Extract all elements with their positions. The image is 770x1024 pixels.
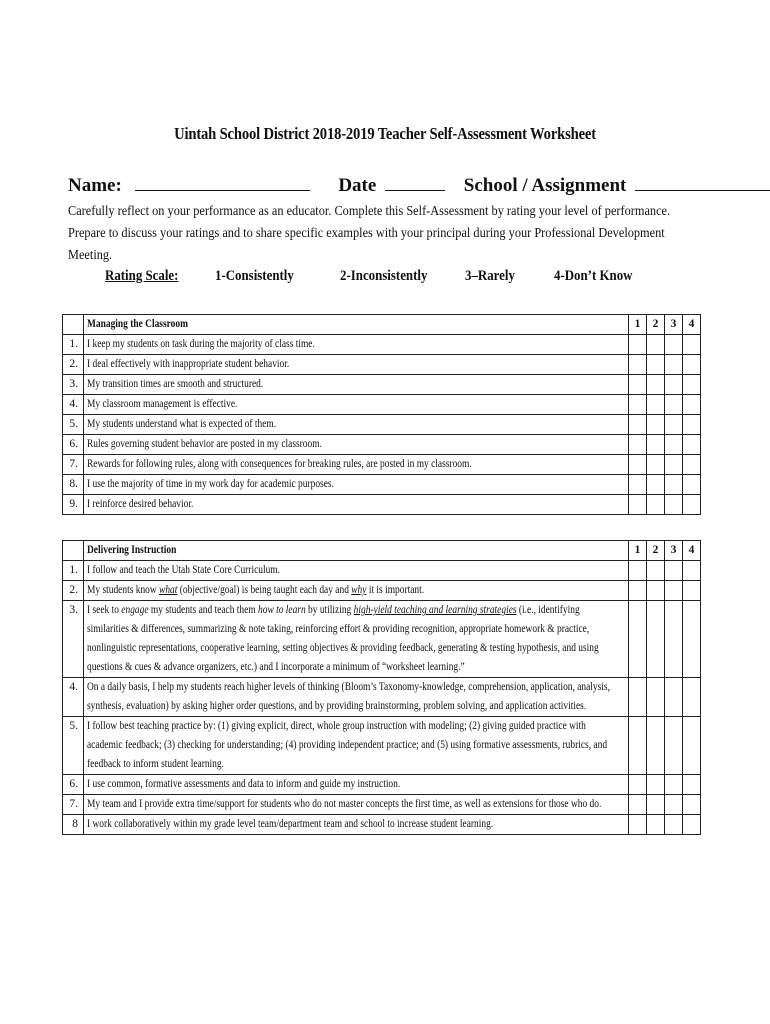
rating-cell-3[interactable] [665, 435, 683, 455]
section-heading: Managing the Classroom [84, 315, 629, 335]
item-text: I reinforce desired behavior. [84, 495, 629, 515]
row-number: 4. [63, 678, 84, 717]
table-row [63, 395, 701, 415]
rating-option-3: 3–Rarely [465, 268, 515, 284]
rating-cell-1[interactable] [629, 335, 647, 355]
table-row [63, 435, 701, 455]
rating-cell-2[interactable] [647, 495, 665, 515]
table-row [63, 717, 701, 775]
item-text: Rewards for following rules, along with consequences for breaking rules, are posted in my classroom. [84, 455, 629, 475]
name-field[interactable] [135, 172, 310, 191]
col-header-2: 2 [647, 541, 665, 561]
row-number: 8 [63, 815, 84, 835]
rating-cell-1[interactable] [629, 678, 647, 717]
rating-cell-4[interactable] [683, 495, 701, 515]
table-row [63, 375, 701, 395]
table-header-row [63, 541, 701, 561]
item-text: My students understand what is expected of them. [84, 415, 629, 435]
row-number: 5. [63, 415, 84, 435]
col-header-3: 3 [665, 541, 683, 561]
rating-cell-3[interactable] [665, 375, 683, 395]
rating-cell-3[interactable] [665, 795, 683, 815]
table-row [63, 455, 701, 475]
rating-cell-3[interactable] [665, 335, 683, 355]
rating-cell-1[interactable] [629, 415, 647, 435]
school-field[interactable] [635, 172, 770, 191]
table-row [63, 601, 701, 678]
table-header-row [63, 315, 701, 335]
table-row [63, 355, 701, 375]
rating-cell-2[interactable] [647, 415, 665, 435]
rating-cell-1[interactable] [629, 581, 647, 601]
rating-cell-3[interactable] [665, 475, 683, 495]
row-number: 6. [63, 435, 84, 455]
rating-cell-4[interactable] [683, 435, 701, 455]
row-number: 8. [63, 475, 84, 495]
rating-cell-1[interactable] [629, 435, 647, 455]
row-number: 7. [63, 795, 84, 815]
col-header-3: 3 [665, 315, 683, 335]
rating-cell-2[interactable] [647, 581, 665, 601]
instructions: Carefully reflect on your performance as an educator. Complete this Self-Assessment by rating your level of performance. Prepare to discuss your ratings and to share specific examples with your principal during your Professional Development Meeting. [68, 204, 671, 263]
col-header-2: 2 [647, 315, 665, 335]
item-text: I deal effectively with inappropriate student behavior. [84, 355, 629, 375]
table-row [63, 678, 701, 717]
rating-cell-2[interactable] [647, 717, 665, 775]
rating-cell-4[interactable] [683, 355, 701, 375]
rating-cell-1[interactable] [629, 795, 647, 815]
item-text: I work collaboratively within my grade level team/department team and school to increase student learning. [84, 815, 629, 835]
item-text: I keep my students on task during the majority of class time. [84, 335, 629, 355]
item-text: I follow best teaching practice by: (1) giving explicit, direct, whole group instruction with modeling; (2) giving guided practice with academic feedback; (3) checking for understanding; (4) providing independent practice; and (5) using formative assessments, rubrics, and feedback to inform student learning. [84, 717, 629, 775]
row-number: 7. [63, 455, 84, 475]
rating-cell-2[interactable] [647, 455, 665, 475]
row-number [63, 541, 84, 561]
rating-cell-3[interactable] [665, 717, 683, 775]
item-text: I use common, formative assessments and data to inform and guide my instruction. [84, 775, 629, 795]
item-text: On a daily basis, I help my students reach higher levels of thinking (Bloom’s Taxonomy-knowledge, comprehension, application, analysis, synthesis, evaluation) by asking higher order questions, and by providing brainstorming, problem solving, and application activities. [84, 678, 629, 717]
rating-cell-4[interactable] [683, 815, 701, 835]
rating-cell-1[interactable] [629, 375, 647, 395]
rating-cell-3[interactable] [665, 455, 683, 475]
rating-cell-3[interactable] [665, 581, 683, 601]
rating-cell-4[interactable] [683, 561, 701, 581]
rating-cell-3[interactable] [665, 815, 683, 835]
rating-cell-2[interactable] [647, 561, 665, 581]
row-number [63, 315, 84, 335]
rating-cell-2[interactable] [647, 435, 665, 455]
table-row [63, 775, 701, 795]
table-row [63, 795, 701, 815]
rating-cell-1[interactable] [629, 455, 647, 475]
row-number: 6. [63, 775, 84, 795]
item-text: I seek to engage my students and teach them how to learn by utilizing high-yield teaching and learning strategies (i.e., identifying similarities & differences, summarizing & note taking, reinforcing effort & providing recognition, appropriate homework & practice, nonlinguistic representations, cooperative learning, setting objectives & providing feedback, generating & testing hypothesis, and using questions & cues & advance organizers, etc.) and I incorporate a minimum of “worksheet learning.” [84, 601, 629, 678]
rating-cell-2[interactable] [647, 335, 665, 355]
row-number: 3. [63, 375, 84, 395]
rating-cell-1[interactable] [629, 775, 647, 795]
rating-cell-1[interactable] [629, 495, 647, 515]
table-row [63, 495, 701, 515]
item-text: My team and I provide extra time/support for students who do not master concepts the first time, as well as extensions for those who do. [84, 795, 629, 815]
rating-cell-2[interactable] [647, 795, 665, 815]
rating-cell-3[interactable] [665, 355, 683, 375]
rating-cell-1[interactable] [629, 717, 647, 775]
row-number: 1. [63, 561, 84, 581]
table-row [63, 335, 701, 355]
col-header-1: 1 [629, 541, 647, 561]
rating-cell-1[interactable] [629, 395, 647, 415]
page-title: Uintah School District 2018-2019 Teacher Self-Assessment Worksheet [174, 124, 596, 143]
item-text: My transition times are smooth and structured. [84, 375, 629, 395]
table-row [63, 475, 701, 495]
col-header-1: 1 [629, 315, 647, 335]
rating-cell-3[interactable] [665, 678, 683, 717]
col-header-4: 4 [683, 541, 701, 561]
rating-cell-3[interactable] [665, 775, 683, 795]
rating-cell-3[interactable] [665, 415, 683, 435]
managing-classroom-table [62, 314, 701, 515]
row-number: 2. [63, 355, 84, 375]
rating-option-1: 1-Consistently [215, 268, 294, 284]
section-heading: Delivering Instruction [84, 541, 629, 561]
header-fields [68, 172, 708, 197]
rating-cell-2[interactable] [647, 375, 665, 395]
rating-cell-1[interactable] [629, 355, 647, 375]
rating-cell-3[interactable] [665, 495, 683, 515]
rating-cell-1[interactable] [629, 475, 647, 495]
rating-cell-2[interactable] [647, 601, 665, 678]
rating-cell-2[interactable] [647, 678, 665, 717]
date-field[interactable] [385, 172, 445, 191]
rating-cell-4[interactable] [683, 601, 701, 678]
school-label: School / Assignment [463, 175, 627, 196]
rating-cell-2[interactable] [647, 395, 665, 415]
table-row [63, 415, 701, 435]
rating-cell-4[interactable] [683, 717, 701, 775]
row-number: 3. [63, 601, 84, 678]
rating-cell-2[interactable] [647, 355, 665, 375]
rating-cell-4[interactable] [683, 415, 701, 435]
rating-cell-4[interactable] [683, 795, 701, 815]
delivering-instruction-table [62, 540, 701, 835]
name-label: Name: [68, 175, 122, 196]
row-number: 4. [63, 395, 84, 415]
rating-cell-1[interactable] [629, 815, 647, 835]
row-number: 2. [63, 581, 84, 601]
item-text: My classroom management is effective. [84, 395, 629, 415]
item-text: My students know what (objective/goal) is being taught each day and why it is important. [84, 581, 629, 601]
rating-cell-2[interactable] [647, 775, 665, 795]
rating-cell-2[interactable] [647, 475, 665, 495]
rating-cell-3[interactable] [665, 601, 683, 678]
rating-cell-4[interactable] [683, 775, 701, 795]
rating-cell-4[interactable] [683, 475, 701, 495]
item-text: I use the majority of time in my work day for academic purposes. [84, 475, 629, 495]
rating-cell-1[interactable] [629, 561, 647, 581]
row-number: 5. [63, 717, 84, 775]
item-text: I follow and teach the Utah State Core Curriculum. [84, 561, 629, 581]
table-row [63, 581, 701, 601]
rating-scale-label: Rating Scale: [105, 268, 179, 284]
rating-cell-3[interactable] [665, 561, 683, 581]
row-number: 1. [63, 335, 84, 355]
rating-cell-4[interactable] [683, 678, 701, 717]
rating-option-4: 4-Don’t Know [554, 268, 633, 284]
rating-option-2: 2-Inconsistently [340, 268, 428, 284]
date-label: Date [338, 175, 377, 196]
item-text: Rules governing student behavior are posted in my classroom. [84, 435, 629, 455]
rating-cell-2[interactable] [647, 815, 665, 835]
rating-cell-4[interactable] [683, 335, 701, 355]
rating-cell-4[interactable] [683, 581, 701, 601]
table-row [63, 561, 701, 581]
table-row [63, 815, 701, 835]
rating-cell-4[interactable] [683, 375, 701, 395]
row-number: 9. [63, 495, 84, 515]
rating-cell-4[interactable] [683, 455, 701, 475]
col-header-4: 4 [683, 315, 701, 335]
rating-cell-3[interactable] [665, 395, 683, 415]
rating-cell-4[interactable] [683, 395, 701, 415]
rating-cell-1[interactable] [629, 601, 647, 678]
